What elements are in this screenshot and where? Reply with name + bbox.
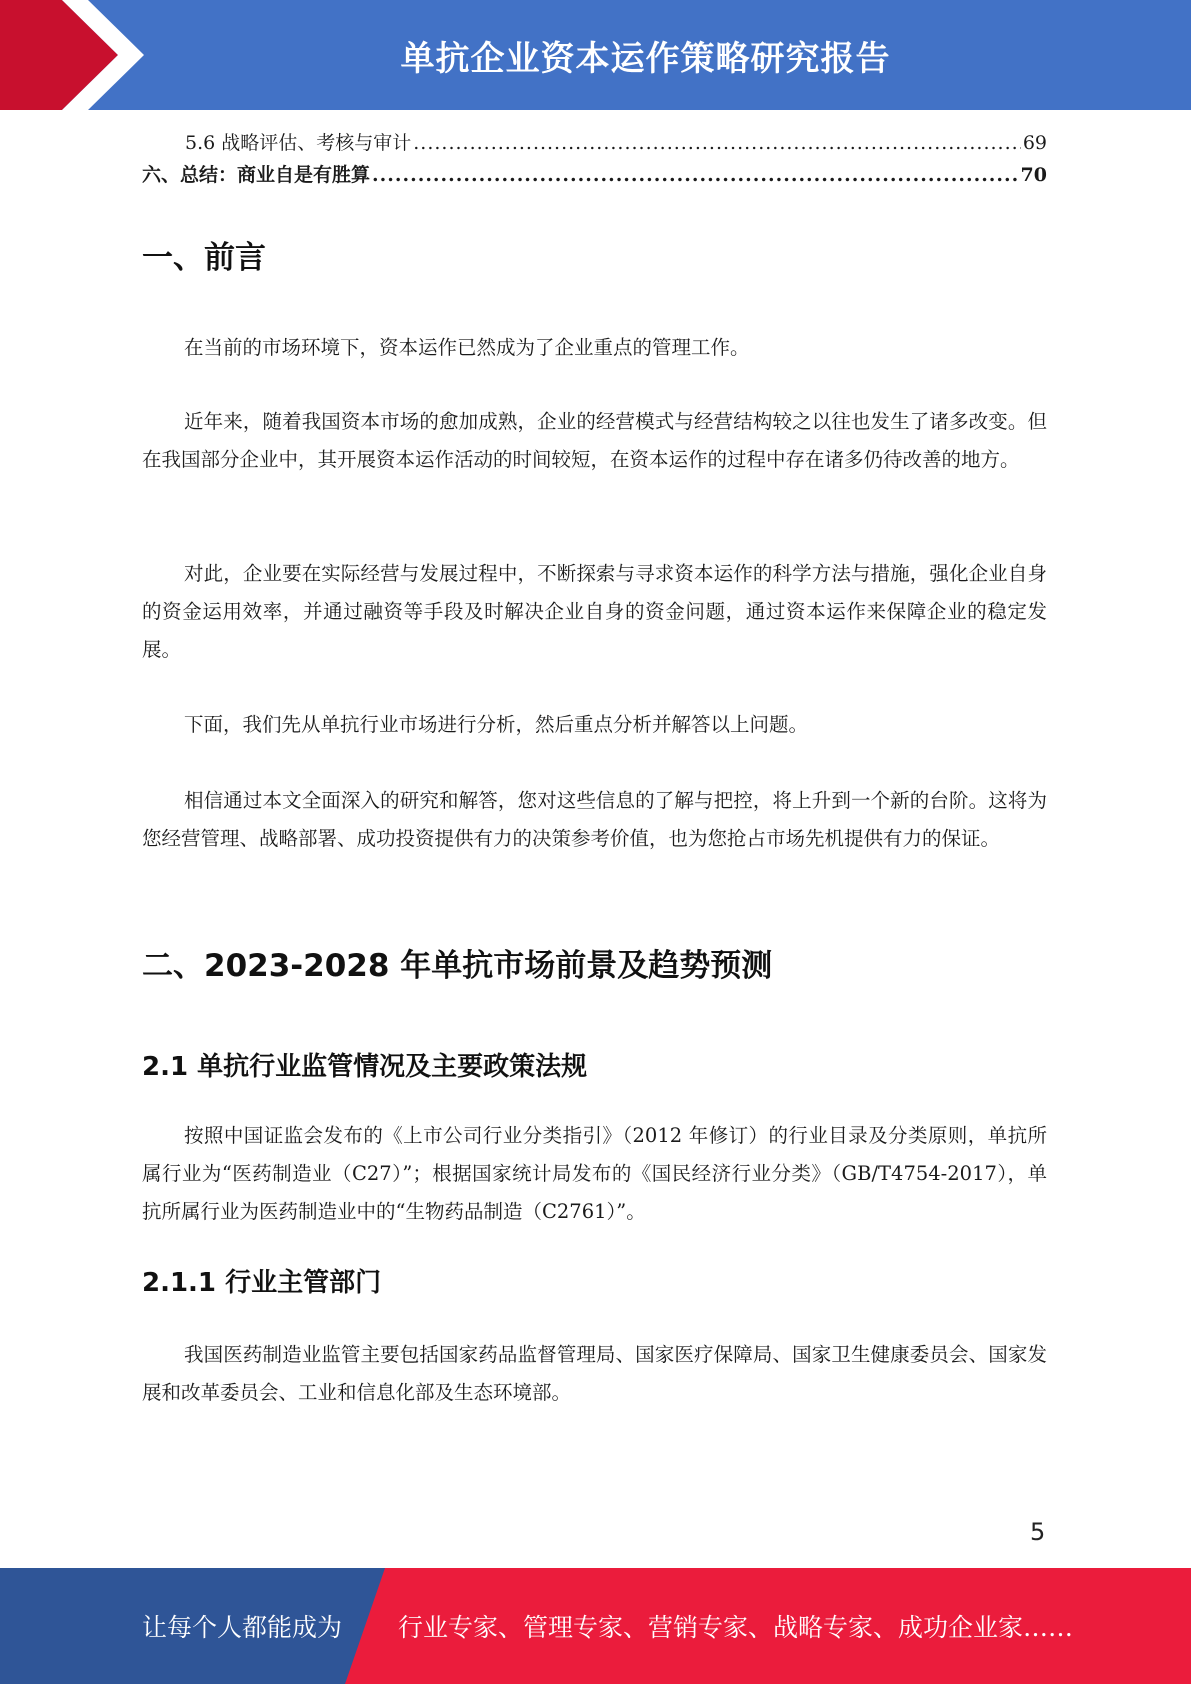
section-heading-preface: 一、前言 [142,240,266,276]
toc-entry-label: 六、总结：商业自是有胜算 [142,164,371,186]
toc-leader-dots [372,164,1019,186]
footer-slogan-roles: 行业专家、管理专家、营销专家、战略专家、成功企业家…… [398,1613,1074,1642]
page-number: 5 [1030,1518,1046,1546]
toc-entry[interactable] [142,128,1047,160]
body-paragraph: 下面，我们先从单抗行业市场进行分析，然后重点分析并解答以上问题。 [184,713,809,736]
body-paragraph: 近年来，随着我国资本市场的愈加成熟，企业的经营模式与经营结构较之以往也发生了诸多改变。但在我国部分企业中，其开展资本运作活动的时间较短，在资本运作的过程中存在诸多仍待改善的地方。 [142,410,1047,471]
toc-entry-label: 5.6 战略评估、考核与审计 [185,132,412,154]
body-paragraph: 对此，企业要在实际经营与发展过程中，不断探索与寻求资本运作的科学方法与措施，强化企业自身的资金运用效率，并通过融资等手段及时解决企业自身的资金问题，通过资本运作来保障企业的稳定发展。 [142,562,1047,661]
body-paragraph: 按照中国证监会发布的《上市公司行业分类指引》（2012 年修订）的行业目录及分类原则，单抗所属行业为“医药制造业（C27）”；根据国家统计局发布的《国民经济行业分类》（GB/T4754-2017），单抗所属行业为医药制造业中的“生物药品制造（C2761）”。 [142,1124,1047,1223]
page-footer [0,1568,1191,1684]
header-arrow-decoration [0,0,160,110]
subsection-heading-regulation: 2.1 单抗行业监管情况及主要政策法规 [142,1052,588,1082]
toc-leader-dots [413,132,1021,154]
report-title: 单抗企业资本运作策略研究报告 [400,38,891,79]
subsection-heading-authorities: 2.1.1 行业主管部门 [142,1268,382,1298]
toc-entry-page: 69 [1022,132,1047,154]
body-paragraph: 相信通过本文全面深入的研究和解答，您对这些信息的了解与把控，将上升到一个新的台阶。这将为您经营管理、战略部署、成功投资提供有力的决策参考价值，也为您抢占市场先机提供有力的保证。 [142,789,1047,850]
section-heading-market-outlook: 二、2023-2028 年单抗市场前景及趋势预测 [142,948,773,984]
page-header [0,0,1191,110]
footer-slogan-lead: 让每个人都能成为 [142,1613,343,1642]
toc-entry[interactable] [142,160,1047,192]
toc-entry-page: 70 [1020,164,1047,186]
body-paragraph: 在当前的市场环境下，资本运作已然成为了企业重点的管理工作。 [184,336,750,359]
table-of-contents [142,128,1047,192]
body-paragraph: 我国医药制造业监管主要包括国家药品监督管理局、国家医疗保障局、国家卫生健康委员会、国家发展和改革委员会、工业和信息化部及生态环境部。 [142,1343,1047,1404]
